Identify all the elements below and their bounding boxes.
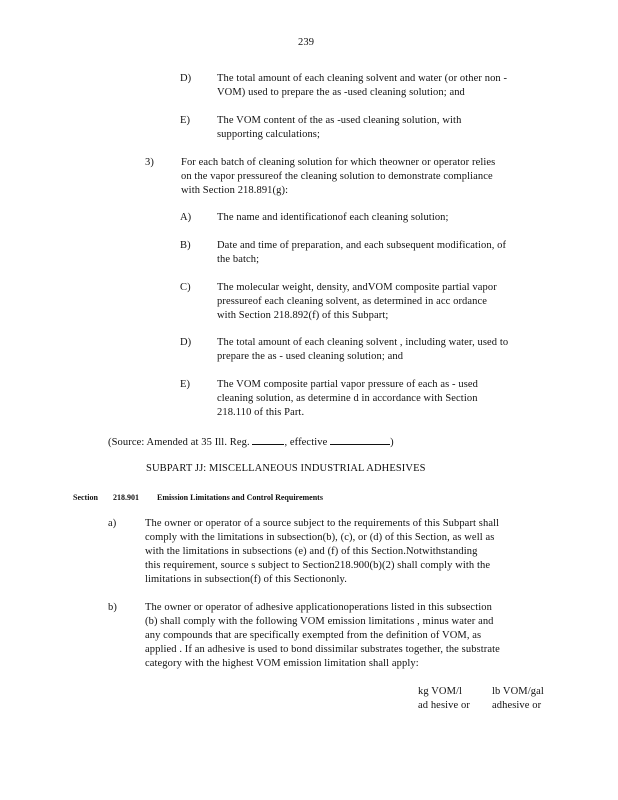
item-text-line: supporting calculations; xyxy=(217,129,321,140)
item-text-line: the batch; xyxy=(217,254,260,265)
source-note xyxy=(108,434,394,450)
source-mid: , effective xyxy=(284,437,328,448)
source-reg-blank xyxy=(252,434,284,445)
para-text-line: any compounds that are specifically exempted from the definition of VOM, as xyxy=(145,630,482,641)
item-label-3: 3) xyxy=(145,157,154,168)
para-label-b: b) xyxy=(108,602,117,613)
item-text-line: cleaning solution, as determine d in accordance with Section xyxy=(217,393,478,404)
item-text-line: with Section 218.892(f) of this Subpart; xyxy=(217,310,389,321)
para-label-a: a) xyxy=(108,518,117,529)
item-text-line: with Section 218.891(g): xyxy=(181,185,289,196)
source-effective-blank xyxy=(330,434,390,445)
source-prefix: (Source: Amended at 35 Ill. Reg. xyxy=(108,437,250,448)
unit-header-english: lb VOM/gal xyxy=(492,686,544,697)
para-text-line: category with the highest VOM emission limitation shall apply: xyxy=(145,658,419,669)
source-suffix: ) xyxy=(390,437,394,448)
item-text-line: The molecular weight, density, andVOM composite partial vapor xyxy=(217,282,497,293)
unit-header-metric: ad hesive or xyxy=(418,700,470,711)
section-title: Emission Limitations and Control Requirements xyxy=(157,493,323,502)
item-label-e: E) xyxy=(180,379,191,390)
item-text-line: The VOM composite partial vapor pressure of each as - used xyxy=(217,379,479,390)
para-text-line: (b) shall comply with the following VOM emission limitations , minus water and xyxy=(145,616,494,627)
item-label-e: E) xyxy=(180,115,191,126)
item-text-line: The total amount of each cleaning solvent and water (or other non - xyxy=(217,73,508,84)
item-text-line: VOM) used to prepare the as -used cleaning solution; and xyxy=(217,87,465,98)
page-number: 239 xyxy=(298,37,315,48)
subpart-heading: SUBPART JJ: MISCELLANEOUS INDUSTRIAL ADHESIVES xyxy=(146,463,426,474)
item-label-a: A) xyxy=(180,212,192,223)
item-text-line: 218.110 of this Part. xyxy=(217,407,305,418)
item-text-line: The VOM content of the as -used cleaning solution, with xyxy=(217,115,462,126)
section-number: 218.901 xyxy=(113,493,139,502)
item-label-d: D) xyxy=(180,337,192,348)
item-text-line: The name and identificationof each cleaning solution; xyxy=(217,212,449,223)
section-label: Section xyxy=(73,493,98,502)
unit-header-metric: kg VOM/l xyxy=(418,686,463,697)
item-label-c: C) xyxy=(180,282,191,293)
item-text-line: The total amount of each cleaning solvent , including water, used to xyxy=(217,337,509,348)
para-text-line: comply with the limitations in subsection(b), (c), or (d) of this Section, as well as xyxy=(145,532,495,543)
unit-header-english: adhesive or xyxy=(492,700,542,711)
item-label-d: D) xyxy=(180,73,192,84)
item-text-line: pressureof each cleaning solvent, as determined in acc ordance xyxy=(217,296,488,307)
item-text-line: Date and time of preparation, and each subsequent modification, of xyxy=(217,240,507,251)
para-text-line: The owner or operator of adhesive applicationoperations listed in this subsection xyxy=(145,602,492,613)
item-text-line: For each batch of cleaning solution for which theowner or operator relies xyxy=(181,157,496,168)
para-text-line: with the limitations in subsections (e) and (f) of this Section.Notwithstanding xyxy=(145,546,478,557)
item-label-b: B) xyxy=(180,240,191,251)
para-text-line: applied . If an adhesive is used to bond dissimilar substrates together, the substrate xyxy=(145,644,500,655)
para-text-line: The owner or operator of a source subject to the requirements of this Subpart shall xyxy=(145,518,500,529)
item-text-line: prepare the as - used cleaning solution; and xyxy=(217,351,404,362)
para-text-line: this requirement, source s subject to Section218.900(b)(2) shall comply with the xyxy=(145,560,491,571)
item-text-line: on the vapor pressureof the cleaning solution to demonstrate compliance xyxy=(181,171,493,182)
para-text-line: limitations in subsection(f) of this Sectiononly. xyxy=(145,574,347,585)
